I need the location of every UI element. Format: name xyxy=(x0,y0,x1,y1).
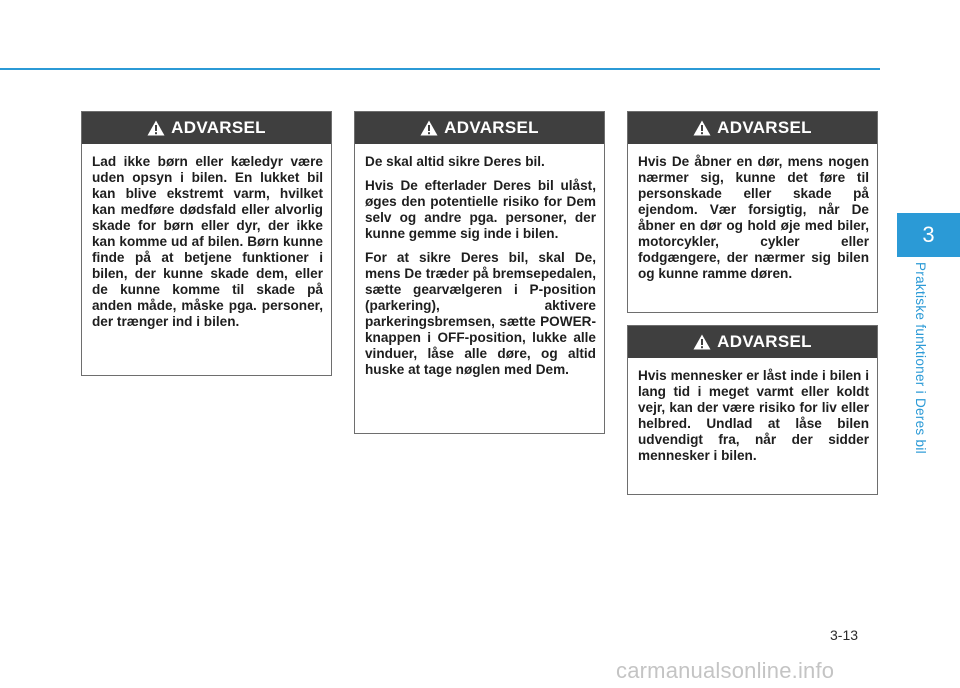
warning-header xyxy=(628,326,877,358)
warning-text xyxy=(82,144,331,338)
page-number: 3-13 xyxy=(830,627,859,643)
chapter-title: Praktiske funktioner i Deres bil xyxy=(913,262,928,454)
warning-triangle-icon xyxy=(147,120,165,136)
warning-header xyxy=(355,112,604,144)
warning-text xyxy=(355,144,604,386)
warning-triangle-icon xyxy=(693,120,711,136)
warning-triangle-icon xyxy=(693,334,711,350)
warning-triangle-icon xyxy=(420,120,438,136)
top-rule xyxy=(0,68,880,70)
warning-header-label: ADVARSEL xyxy=(444,118,539,137)
warning-paragraph: For at sikre Deres bil, skal De, mens De træder på bremsepedalen, sætte gearvælgeren i P-position (parkering), aktivere parkeringsbremsen, sætte POWER-knappen i OFF-position, lukke alle vinduer, låse alle døre, og altid huske at tage nøglen med Dem. xyxy=(365,250,596,377)
warning-box-opening-door xyxy=(627,111,878,313)
warning-text xyxy=(628,358,877,472)
warning-text xyxy=(628,144,877,290)
warning-paragraph: Hvis De åbner en dør, mens nogen nærmer sig, kunne det føre til personskade eller skade på ejendom. Vær forsigtig, når De åbner en dør og hold øje med biler, motorcykler, cykler eller fodgængere, der nærmer sig bilen og kunne ramme døren. xyxy=(638,154,869,281)
warning-paragraph: Hvis De efterlader Deres bil ulåst, øges den potentielle risiko for Dem selv og andre pga. personer, der kunne gemme sig inde i bilen. xyxy=(365,178,596,241)
warning-box-secure-vehicle xyxy=(354,111,605,434)
chapter-number-tab: 3 xyxy=(897,213,960,257)
warning-header-label: ADVARSEL xyxy=(717,332,812,351)
warning-paragraph: Lad ikke børn eller kæledyr være uden opsyn i bilen. En lukket bil kan blive ekstremt varm, hvilket kan medføre dødsfald eller alvorlig skade for børn eller dyr, der ikke kan komme ud af bilen. Børn kunne finde på at betjene funktioner i bilen, der kunne skade dem, eller de kunne komme til skade på anden måde, måske pga. personer, der trænger ind i bilen. xyxy=(92,154,323,329)
warning-header xyxy=(628,112,877,144)
warning-box-children-pets xyxy=(81,111,332,376)
warning-paragraph: De skal altid sikre Deres bil. xyxy=(365,154,545,169)
warning-header-label: ADVARSEL xyxy=(171,118,266,137)
warning-header-label: ADVARSEL xyxy=(717,118,812,137)
warning-box-locked-inside xyxy=(627,325,878,495)
warning-header xyxy=(82,112,331,144)
warning-paragraph: Hvis mennesker er låst inde i bilen i lang tid i meget varmt eller koldt vejr, kan der være risiko for liv eller helbred. Undlad at låse bilen udvendigt fra, når der sidder mennesker i bilen. xyxy=(638,368,869,463)
watermark: carmanualsonline.info xyxy=(616,658,835,683)
